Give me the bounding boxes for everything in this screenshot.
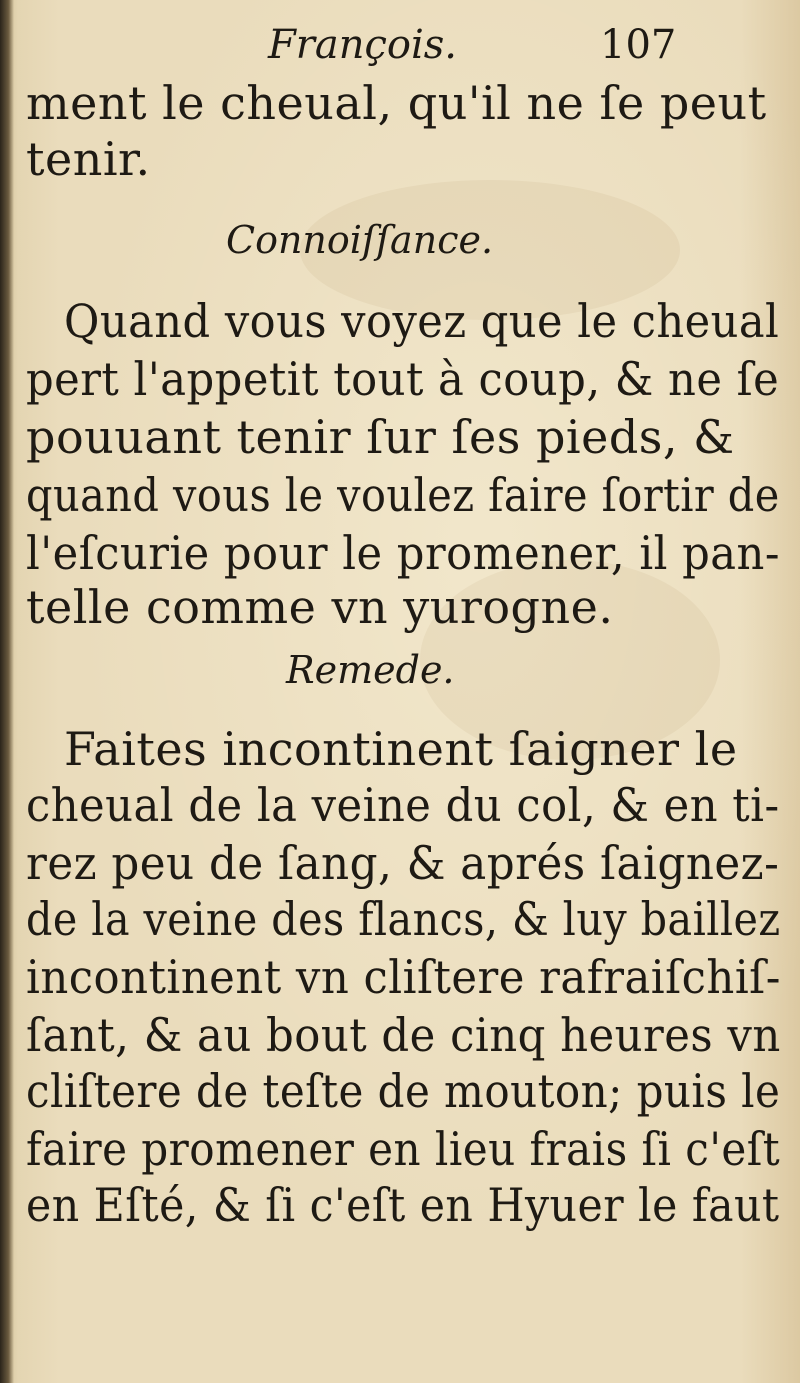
text-line: pert l'appetit tout à coup, & ne ſe <box>26 352 780 406</box>
text-line: Quand vous voyez que le cheual <box>64 294 780 348</box>
text-line: en Eſté, & ſi c'eſt en Hyuer le faut <box>26 1178 780 1232</box>
text-line: cliſtere de teſte de mouton; puis le <box>26 1064 781 1118</box>
text-line: de la veine des flancs, & luy baillez <box>26 892 781 946</box>
text-line: Faites incontinent ſaigner le <box>64 722 738 776</box>
text-line: pouuant tenir ſur ſes pieds, & <box>26 410 735 464</box>
running-title: François. <box>268 22 458 68</box>
page-number: 107 <box>600 22 677 68</box>
text-line: tenir. <box>26 132 151 186</box>
text-line: ſant, & au bout de cinq heures vn <box>26 1008 781 1062</box>
text-line: telle comme vn yurogne. <box>26 580 614 634</box>
binding-gutter <box>0 0 14 1383</box>
text-line: l'eſcurie pour le promener, il pan- <box>26 526 780 580</box>
text-line: quand vous le voulez faire ſortir de <box>26 468 780 522</box>
text-line: cheual de la veine du col, & en ti- <box>26 778 780 832</box>
text-line: incontinent vn cliſtere rafraiſchiſ- <box>26 950 781 1004</box>
section-heading: Connoiſſance. <box>226 218 494 262</box>
text-line: rez peu de ſang, & aprés ſaignez- <box>26 836 780 890</box>
section-heading: Remede. <box>286 648 455 692</box>
text-line: faire promener en lieu frais ſi c'eſt <box>26 1122 781 1176</box>
text-line: ment le cheual, qu'il ne ſe peut <box>26 76 767 130</box>
